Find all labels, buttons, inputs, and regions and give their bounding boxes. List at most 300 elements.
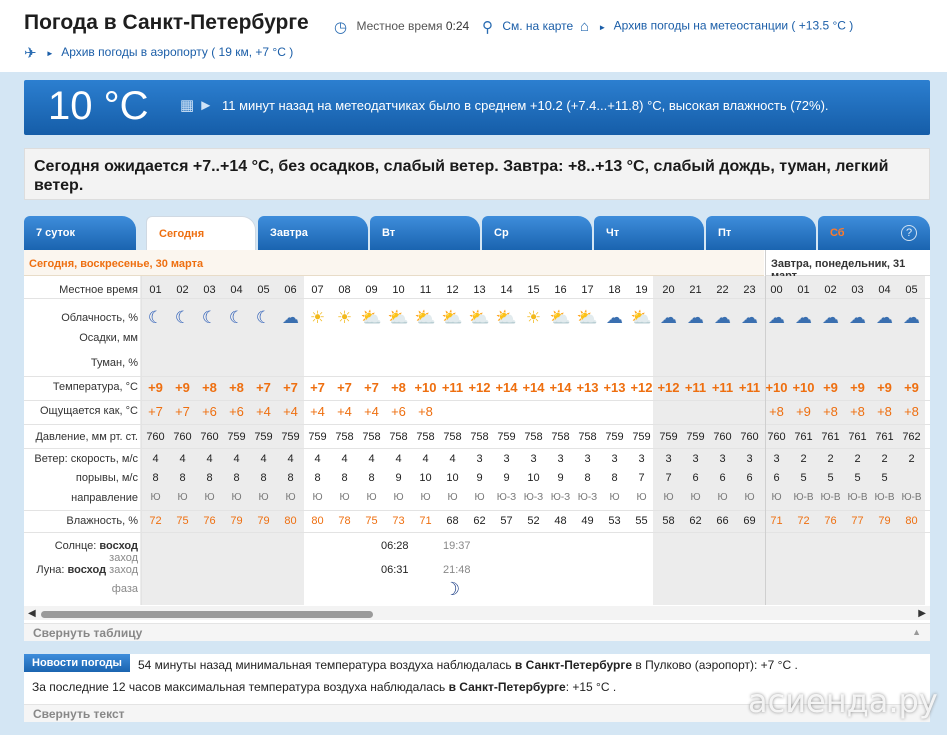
- wind-gust-cell: 8: [314, 472, 321, 484]
- wind-speed-cell: 3: [638, 453, 645, 465]
- cloud-night-partly-icon: ☾: [255, 308, 272, 327]
- row-divider: [24, 424, 930, 425]
- wind-speed-cell: 4: [449, 453, 456, 465]
- sunset-value: 19:37: [443, 540, 471, 552]
- wind-direction-cell: Ю: [393, 492, 404, 503]
- row-divider: [24, 510, 930, 511]
- temperature-cell: +13: [576, 380, 599, 395]
- hour-cell: 00: [770, 284, 783, 296]
- temperature-cell: +7: [364, 380, 379, 395]
- humidity-cell: 80: [905, 515, 918, 527]
- cloud-cloudy-icon: ☁: [714, 308, 731, 327]
- row-label-moon-phase: фаза: [111, 583, 138, 595]
- wind-direction-cell: Ю-З: [577, 492, 598, 503]
- map-link-label[interactable]: См. на карте: [502, 19, 574, 34]
- temperature-cell: +11: [684, 380, 707, 395]
- news-text: : +15 °С .: [565, 680, 617, 694]
- hour-cell: 20: [662, 284, 675, 296]
- wind-gust-cell: 5: [800, 472, 807, 484]
- wind-speed-cell: 2: [854, 453, 861, 465]
- humidity-cell: 79: [230, 515, 243, 527]
- feels-like-cell: +8: [769, 404, 784, 419]
- humidity-cell: 69: [743, 515, 756, 527]
- humidity-cell: 76: [824, 515, 837, 527]
- temperature-cell: +7: [256, 380, 271, 395]
- wind-gust-cell: 6: [719, 472, 726, 484]
- hour-cell: 02: [824, 284, 837, 296]
- feels-like-cell: +6: [202, 404, 217, 419]
- scroll-right-icon[interactable]: ▶: [918, 608, 926, 619]
- humidity-cell: 57: [500, 515, 513, 527]
- cloud-sun-cloud-icon: ⛅: [387, 308, 410, 327]
- row-label-gusts: порывы, м/с: [75, 472, 138, 484]
- wind-speed-cell: 4: [368, 453, 375, 465]
- hour-cell: 04: [230, 284, 243, 296]
- cloud-cloudy-icon: ☁: [606, 308, 623, 327]
- humidity-cell: 62: [473, 515, 486, 527]
- wind-speed-cell: 4: [287, 453, 294, 465]
- pressure-cell: 758: [362, 431, 381, 443]
- cloud-cloudy-icon: ☁: [660, 308, 677, 327]
- hour-cell: 07: [311, 284, 324, 296]
- temperature-cell: +12: [630, 380, 653, 395]
- wind-gust-cell: 5: [881, 472, 888, 484]
- pressure-cell: 761: [794, 431, 813, 443]
- map-pin-icon: ⚲: [482, 19, 493, 36]
- hour-cell: 23: [743, 284, 756, 296]
- wind-direction-cell: Ю: [204, 492, 215, 503]
- humidity-cell: 78: [338, 515, 351, 527]
- buildings-icon: ▦ ►: [180, 97, 214, 114]
- cloud-sun-cloud-icon: ⛅: [630, 308, 653, 327]
- wind-gust-cell: 8: [287, 472, 294, 484]
- wind-direction-cell: Ю: [636, 492, 647, 503]
- feels-like-cell: +7: [175, 404, 190, 419]
- humidity-cell: 68: [446, 515, 459, 527]
- wind-speed-cell: 2: [881, 453, 888, 465]
- humidity-cell: 72: [797, 515, 810, 527]
- temperature-cell: +10: [765, 380, 788, 395]
- row-divider: [24, 376, 930, 377]
- wind-direction-cell: Ю: [420, 492, 431, 503]
- cloud-sun-icon: ☀: [525, 308, 542, 327]
- wind-gust-cell: 9: [503, 472, 510, 484]
- wind-gust-cell: 8: [611, 472, 618, 484]
- wind-speed-cell: 4: [260, 453, 267, 465]
- wind-gust-cell: 8: [206, 472, 213, 484]
- wind-speed-cell: 4: [206, 453, 213, 465]
- humidity-cell: 80: [311, 515, 324, 527]
- hour-cell: 21: [689, 284, 702, 296]
- local-time-value: 0:24: [445, 19, 470, 34]
- hour-cell: 12: [446, 284, 459, 296]
- temperature-cell: +11: [441, 380, 464, 395]
- row-label-humidity: Влажность, %: [66, 515, 138, 527]
- pressure-cell: 758: [524, 431, 543, 443]
- hour-cell: 01: [149, 284, 162, 296]
- wind-speed-cell: 3: [746, 453, 753, 465]
- pressure-cell: 759: [659, 431, 678, 443]
- temperature-cell: +9: [823, 380, 838, 395]
- humidity-cell: 79: [257, 515, 270, 527]
- humidity-cell: 80: [284, 515, 297, 527]
- temperature-cell: +9: [148, 380, 163, 395]
- wind-direction-cell: Ю: [447, 492, 458, 503]
- row-label-fog: Туман, %: [90, 357, 138, 369]
- pressure-cell: 761: [875, 431, 894, 443]
- feels-like-cell: +8: [904, 404, 919, 419]
- collapse-news-label[interactable]: Свернуть текст: [33, 707, 125, 721]
- temperature-cell: +9: [877, 380, 892, 395]
- row-label-clouds: Облачность, %: [61, 312, 138, 324]
- row-label-direction: направление: [71, 492, 138, 504]
- row-divider: [24, 400, 930, 401]
- page-title: Погода в Санкт-Петербурге: [24, 11, 309, 34]
- hour-cell: 03: [203, 284, 216, 296]
- row-label-wind: Ветер: скорость, м/с: [34, 453, 138, 465]
- tab-tue[interactable]: Вт: [370, 216, 480, 250]
- humidity-cell: 75: [176, 515, 189, 527]
- sunrise-value: 06:28: [381, 540, 409, 552]
- cloud-cloudy-icon: ☁: [876, 308, 893, 327]
- temperature-cell: +9: [850, 380, 865, 395]
- forecast-summary: Сегодня ожидается +7..+14 °C, без осадков, слабый ветер. Завтра: +8..+13 °C, слабый дождь, туман, легкий ветер.: [24, 148, 930, 200]
- humidity-cell: 77: [851, 515, 864, 527]
- row-label-precip: Осадки, мм: [79, 332, 138, 344]
- wind-speed-cell: 4: [152, 453, 159, 465]
- wind-gust-cell: 8: [368, 472, 375, 484]
- temperature-cell: +7: [283, 380, 298, 395]
- wind-speed-cell: 2: [800, 453, 807, 465]
- wind-speed-cell: 3: [530, 453, 537, 465]
- temperature-cell: +9: [904, 380, 919, 395]
- pressure-cell: 759: [308, 431, 327, 443]
- collapse-table-label[interactable]: Свернуть таблицу: [33, 626, 143, 640]
- wind-gust-cell: 10: [527, 472, 540, 484]
- wind-direction-cell: Ю-В: [820, 492, 841, 503]
- wind-speed-cell: 3: [665, 453, 672, 465]
- feels-like-cell: +8: [823, 404, 838, 419]
- cloud-sun-cloud-icon: ⛅: [414, 308, 437, 327]
- tab-fri[interactable]: Пт: [706, 216, 816, 250]
- current-conditions: [24, 80, 930, 135]
- sun-label-part: восход: [99, 540, 138, 552]
- feels-like-cell: +8: [850, 404, 865, 419]
- news-text: в Пулково (аэропорт): +7 °С .: [635, 658, 798, 672]
- current-conditions-text: 11 минут назад на метеодатчиках было в среднем +10.2 (+7.4...+11.8) °C, высокая влажность (72%).: [222, 98, 829, 113]
- pressure-cell: 759: [497, 431, 516, 443]
- wind-direction-cell: Ю-В: [874, 492, 895, 503]
- map-link[interactable]: [482, 18, 573, 36]
- wind-gust-cell: 6: [773, 472, 780, 484]
- wind-gust-cell: 6: [692, 472, 699, 484]
- feels-like-cell: +4: [364, 404, 379, 419]
- archive-airport-link[interactable]: [24, 44, 293, 62]
- pressure-cell: 760: [740, 431, 759, 443]
- temperature-cell: +8: [229, 380, 244, 395]
- pressure-cell: 759: [605, 431, 624, 443]
- temperature-cell: +13: [603, 380, 626, 395]
- wind-direction-cell: Ю-З: [496, 492, 517, 503]
- cloud-sun-cloud-icon: ⛅: [576, 308, 599, 327]
- pressure-cell: 760: [200, 431, 219, 443]
- feels-like-cell: +4: [256, 404, 271, 419]
- wind-direction-cell: Ю: [744, 492, 755, 503]
- hour-cell: 05: [257, 284, 270, 296]
- hour-cell: 15: [527, 284, 540, 296]
- wind-direction-cell: Ю-З: [550, 492, 571, 503]
- help-icon[interactable]: ?: [901, 225, 917, 241]
- sun-label-part: заход: [109, 552, 138, 564]
- cloud-cloudy-icon: ☁: [741, 308, 758, 327]
- temperature-cell: +12: [468, 380, 491, 395]
- humidity-cell: 55: [635, 515, 648, 527]
- pressure-cell: 759: [227, 431, 246, 443]
- row-divider: [24, 532, 930, 533]
- wind-direction-cell: Ю-В: [901, 492, 922, 503]
- moon-phase-icon: ☽: [444, 579, 461, 599]
- humidity-cell: 53: [608, 515, 621, 527]
- wind-speed-cell: 4: [179, 453, 186, 465]
- moonrise-value: 06:31: [381, 564, 409, 576]
- horizontal-scrollbar[interactable]: [24, 606, 930, 620]
- feels-like-cell: +6: [229, 404, 244, 419]
- cloud-sun-cloud-icon: ⛅: [360, 308, 383, 327]
- hour-cell: 14: [500, 284, 513, 296]
- humidity-cell: 72: [149, 515, 162, 527]
- cloud-sun-cloud-icon: ⛅: [441, 308, 464, 327]
- pressure-cell: 760: [713, 431, 732, 443]
- collapse-table-bar[interactable]: [24, 623, 930, 641]
- sun-label-part: Солнце:: [54, 540, 97, 552]
- wind-direction-cell: Ю: [150, 492, 161, 503]
- hour-cell: 17: [581, 284, 594, 296]
- wind-direction-cell: Ю: [690, 492, 701, 503]
- tab-wed[interactable]: Ср: [482, 216, 592, 250]
- wind-gust-cell: 8: [341, 472, 348, 484]
- temperature-cell: +7: [337, 380, 352, 395]
- tab-7-days[interactable]: 7 суток: [24, 216, 136, 250]
- hour-cell: 04: [878, 284, 891, 296]
- row-label-time: Местное время: [59, 284, 138, 296]
- wind-speed-cell: 3: [584, 453, 591, 465]
- temperature-cell: +9: [175, 380, 190, 395]
- row-label-sun: [24, 540, 138, 564]
- pressure-cell: 759: [632, 431, 651, 443]
- weather-station-icon: ⌂: [580, 18, 590, 35]
- row-label-feels: Ощущается как, °С: [39, 405, 138, 417]
- header: [0, 0, 947, 72]
- pressure-cell: 758: [389, 431, 408, 443]
- wind-gust-cell: 7: [638, 472, 645, 484]
- wind-direction-cell: Ю: [285, 492, 296, 503]
- row-label-pressure: Давление, мм рт. ст.: [35, 431, 138, 443]
- news-city: в Санкт-Петербурге: [514, 658, 633, 672]
- archive-station-link[interactable]: [580, 18, 853, 35]
- pressure-cell: 760: [173, 431, 192, 443]
- wind-speed-cell: 3: [773, 453, 780, 465]
- wind-gust-cell: 5: [827, 472, 834, 484]
- hour-cell: 03: [851, 284, 864, 296]
- cloud-sun-cloud-icon: ⛅: [549, 308, 572, 327]
- tab-sat[interactable]: Сб: [818, 216, 930, 250]
- humidity-cell: 58: [662, 515, 675, 527]
- arrow-icon: ►: [598, 22, 607, 32]
- day-header-tomorrow: Завтра, понедельник, 31: [765, 250, 930, 276]
- news-tab[interactable]: Новости погоды: [24, 654, 130, 672]
- current-temperature: 10 °C: [48, 84, 149, 128]
- temperature-cell: +12: [657, 380, 680, 395]
- wind-speed-cell: 3: [503, 453, 510, 465]
- humidity-cell: 71: [419, 515, 432, 527]
- hour-cell: 08: [338, 284, 351, 296]
- tab-today[interactable]: Сегодня: [146, 216, 256, 250]
- wind-gust-cell: 10: [446, 472, 459, 484]
- wind-speed-cell: 3: [476, 453, 483, 465]
- wind-direction-cell: Ю-З: [523, 492, 544, 503]
- wind-direction-cell: Ю: [771, 492, 782, 503]
- cloud-cloudy-icon: ☁: [768, 308, 785, 327]
- hour-cell: 18: [608, 284, 621, 296]
- pressure-cell: 759: [686, 431, 705, 443]
- day-tabs: [24, 216, 930, 250]
- temperature-cell: +14: [495, 380, 518, 395]
- arrow-icon: ►: [45, 49, 54, 59]
- wind-direction-cell: Ю: [177, 492, 188, 503]
- pressure-cell: 759: [281, 431, 300, 443]
- clock-icon: ◷: [334, 19, 348, 36]
- pressure-cell: 758: [578, 431, 597, 443]
- wind-gust-cell: 8: [152, 472, 159, 484]
- watermark-logo: асиенда.ру: [748, 682, 938, 720]
- news-text: 54 минуты назад минимальная температура воздуха наблюдалась: [138, 658, 512, 672]
- row-label-moon: [24, 564, 138, 576]
- news-text: За последние 12 часов максимальная температура воздуха наблюдалась: [32, 680, 446, 694]
- row-label-temp: Температура, °С: [52, 381, 138, 393]
- pressure-cell: 759: [254, 431, 273, 443]
- feels-like-cell: +4: [283, 404, 298, 419]
- hour-cell: 11: [419, 284, 432, 296]
- cloud-cloudy-icon: ☁: [822, 308, 839, 327]
- wind-direction-cell: Ю: [609, 492, 620, 503]
- wind-gust-cell: 7: [665, 472, 672, 484]
- moon-label-part: Луна:: [36, 564, 65, 576]
- wind-gust-cell: 10: [419, 472, 432, 484]
- airplane-icon: ✈: [24, 45, 37, 62]
- moon-label-part: заход: [109, 564, 138, 576]
- temperature-cell: +10: [792, 380, 815, 395]
- temperature-cell: +14: [549, 380, 572, 395]
- scrollbar-thumb[interactable]: [41, 611, 373, 618]
- hour-cell: 06: [284, 284, 297, 296]
- wind-direction-cell: Ю: [366, 492, 377, 503]
- cloud-sun-cloud-icon: ⛅: [495, 308, 518, 327]
- wind-direction-cell: Ю: [663, 492, 674, 503]
- humidity-cell: 79: [878, 515, 891, 527]
- humidity-cell: 49: [581, 515, 594, 527]
- humidity-cell: 75: [365, 515, 378, 527]
- local-time: [334, 18, 469, 36]
- archive-airport-label[interactable]: Архив погоды в аэропорту ( 19 км, +7 °C ): [61, 45, 294, 60]
- humidity-cell: 73: [392, 515, 405, 527]
- pressure-cell: 760: [767, 431, 786, 443]
- moon-label-part: восход: [67, 564, 107, 576]
- wind-gust-cell: 9: [557, 472, 564, 484]
- pressure-cell: 758: [551, 431, 570, 443]
- wind-gust-cell: 8: [179, 472, 186, 484]
- wind-gust-cell: 6: [746, 472, 753, 484]
- collapse-arrow-icon[interactable]: ▲: [912, 627, 921, 637]
- wind-direction-cell: Ю: [258, 492, 269, 503]
- wind-gust-cell: 9: [476, 472, 483, 484]
- humidity-cell: 66: [716, 515, 729, 527]
- pressure-cell: 761: [848, 431, 867, 443]
- cloud-night-clear-icon: ☾: [174, 308, 191, 327]
- moonset-value: 21:48: [443, 564, 471, 576]
- wind-speed-cell: 3: [557, 453, 564, 465]
- cloud-night-clear-icon: ☾: [228, 308, 245, 327]
- wind-speed-cell: 3: [692, 453, 699, 465]
- wind-direction-cell: Ю-В: [793, 492, 814, 503]
- temperature-cell: +11: [738, 380, 761, 395]
- tab-thu[interactable]: Чт: [594, 216, 704, 250]
- pressure-cell: 758: [416, 431, 435, 443]
- feels-like-cell: +8: [418, 404, 433, 419]
- pressure-cell: 761: [821, 431, 840, 443]
- hour-cell: 19: [635, 284, 648, 296]
- hour-cell: 10: [392, 284, 405, 296]
- pressure-cell: 758: [335, 431, 354, 443]
- feels-like-cell: +9: [796, 404, 811, 419]
- cloud-sun-icon: ☀: [336, 308, 353, 327]
- wind-direction-cell: Ю: [717, 492, 728, 503]
- news-city: в Санкт-Петербурге: [448, 680, 566, 694]
- humidity-cell: 71: [770, 515, 783, 527]
- cloud-cloudy-icon: ☁: [795, 308, 812, 327]
- tab-tomorrow[interactable]: Завтра: [258, 216, 368, 250]
- news-item: [32, 680, 616, 694]
- hour-cell: 22: [716, 284, 729, 296]
- cloud-sun-cloud-icon: ⛅: [468, 308, 491, 327]
- wind-speed-cell: 2: [908, 453, 915, 465]
- row-divider: [24, 298, 930, 299]
- scroll-left-icon[interactable]: ◀: [28, 608, 36, 619]
- hour-cell: 09: [365, 284, 378, 296]
- hour-cell: 02: [176, 284, 189, 296]
- temperature-cell: +11: [711, 380, 734, 395]
- wind-speed-cell: 4: [395, 453, 402, 465]
- feels-like-cell: +4: [310, 404, 325, 419]
- cloud-cloudy-icon: ☁: [687, 308, 704, 327]
- wind-speed-cell: 3: [719, 453, 726, 465]
- humidity-cell: 52: [527, 515, 540, 527]
- hour-cell: 16: [554, 284, 567, 296]
- humidity-cell: 76: [203, 515, 216, 527]
- pressure-cell: 760: [146, 431, 165, 443]
- temperature-cell: +10: [414, 380, 437, 395]
- local-time-label: Местное время: [356, 19, 443, 34]
- archive-station-label[interactable]: Архив погоды на метеостанции ( +13.5 °C ): [613, 18, 854, 33]
- hour-cell: 13: [473, 284, 486, 296]
- temperature-cell: +7: [310, 380, 325, 395]
- feels-like-cell: +7: [148, 404, 163, 419]
- wind-speed-cell: 2: [827, 453, 834, 465]
- wind-gust-cell: 9: [395, 472, 402, 484]
- wind-direction-cell: Ю: [474, 492, 485, 503]
- wind-direction-cell: Ю-В: [847, 492, 868, 503]
- day-header-today: Сегодня, воскресенье, 30 марта: [24, 250, 764, 276]
- feels-like-cell: +4: [337, 404, 352, 419]
